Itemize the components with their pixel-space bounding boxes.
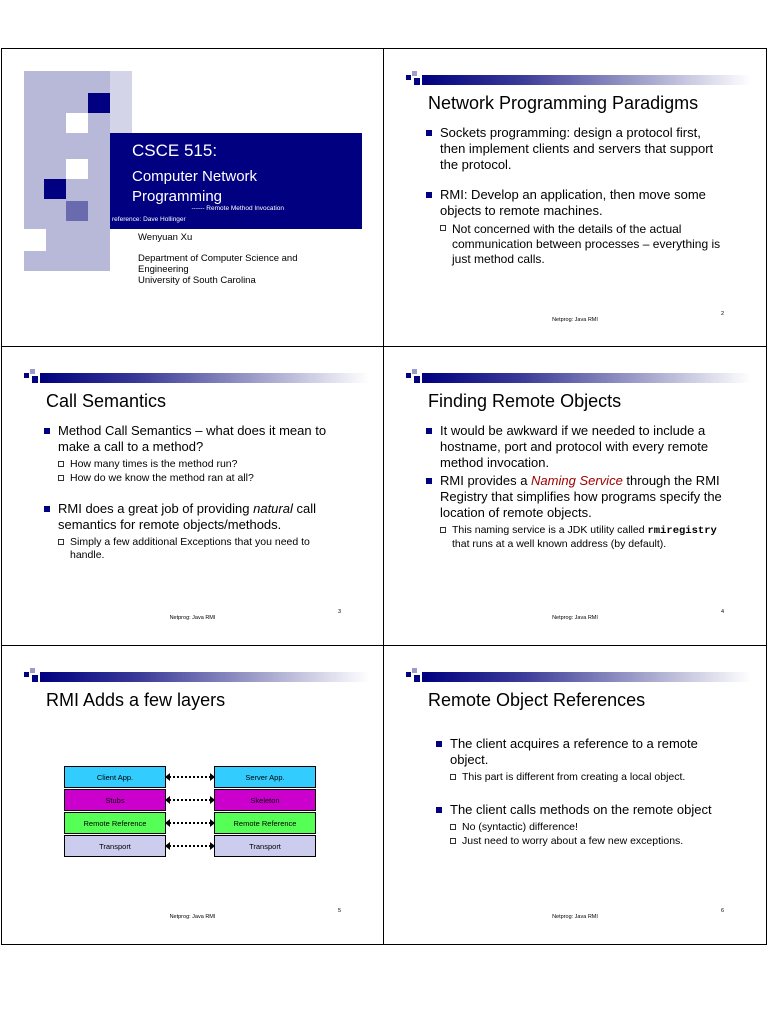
bullet-list <box>424 423 724 557</box>
slide-6 <box>384 646 767 945</box>
bullet: The client acquires a reference to a remote object. This part is different from creating a local object. <box>434 736 724 784</box>
decor-block <box>66 201 88 221</box>
sub-bullet: How do we know the method ran at all? <box>58 472 342 485</box>
slide-title: Call Semantics <box>46 391 167 411</box>
decor-block <box>88 93 110 113</box>
server-app-layer: Server App. <box>214 766 316 788</box>
page-number: 6 <box>720 908 724 914</box>
page-number: 3 <box>337 609 341 615</box>
slide-header-bar <box>406 369 751 383</box>
course-title: CSCE 515: <box>132 141 218 160</box>
course-subtitle: Computer Network Programming <box>132 168 258 205</box>
page-number: 5 <box>337 908 341 914</box>
slide-1 <box>1 48 384 347</box>
bullet: RMI does a great job of providing natural call semantics for remote objects/methods. Simply a few additional Exceptions that you need to handle. <box>42 501 342 562</box>
slide-header-bar <box>406 668 751 682</box>
server-remote-reference-layer: Remote Reference <box>214 812 316 834</box>
sub-bullet: Simply a few additional Exceptions that you need to handle. <box>58 536 342 562</box>
skeleton-layer: Skeleton <box>214 789 316 811</box>
double-arrow-icon <box>169 845 211 848</box>
decor-block <box>110 71 132 133</box>
slide-title: Network Programming Paradigms <box>428 93 699 113</box>
title-box <box>110 133 362 229</box>
page-number: 4 <box>720 609 724 615</box>
stubs-layer: Stubs <box>64 789 166 811</box>
author-name: Wenyuan Xu <box>138 232 193 243</box>
bullet: RMI: Develop an application, then move some objects to remote machines. Not concerned with the details of the actual communication between processes – everything is just method calls. <box>424 187 724 267</box>
server-transport-layer: Transport <box>214 835 316 857</box>
decor-block <box>66 159 88 179</box>
decor-block <box>44 179 66 199</box>
bullet: The client calls methods on the remote object No (syntactic) difference! Just need to worry about a few new exceptions. <box>434 802 724 848</box>
slide-3 <box>1 347 384 646</box>
reference-line: reference: Dave Hollinger <box>112 216 186 223</box>
bullet: Method Call Semantics – what does it mean to make a call to a method? How many times is the method run? How do we know the method ran at all? <box>42 423 342 485</box>
decor-block <box>66 113 88 133</box>
slide-title: RMI Adds a few layers <box>46 690 226 710</box>
page-number: 2 <box>720 311 724 317</box>
slide-footer: Netprog: Java RMI <box>552 914 598 920</box>
bullet-list <box>42 423 342 568</box>
decor-block <box>24 229 46 251</box>
slide-footer: Netprog: Java RMI <box>169 914 216 920</box>
slide-footer: Netprog: Java RMI <box>552 317 598 323</box>
client-transport-layer: Transport <box>64 835 166 857</box>
slide-header-bar <box>406 71 751 85</box>
slide-title: Remote Object References <box>428 690 646 710</box>
slide-header-bar <box>24 668 369 682</box>
handout-sheet <box>1 48 767 945</box>
sub-bullet: Just need to worry about a few new exceptions. <box>450 835 724 848</box>
bullet-list <box>424 125 724 273</box>
client-app-layer: Client App. <box>64 766 166 788</box>
slide-header-bar <box>24 369 369 383</box>
bullet: RMI provides a Naming Service through the RMI Registry that simplifies how programs specify the location of remote objects. This naming service is a JDK utility called rmiregistry that runs at a well known address (by default). <box>424 473 724 551</box>
double-arrow-icon <box>169 776 211 779</box>
slide-5 <box>1 646 384 945</box>
client-remote-reference-layer: Remote Reference <box>64 812 166 834</box>
author-block: Wenyuan Xu Department of Computer Science and Engineering University of South Carolina <box>138 232 298 286</box>
department: Department of Computer Science and <box>138 253 298 264</box>
bullet: It would be awkward if we needed to include a hostname, port and protocol with every remote method invocation. <box>424 423 724 471</box>
sub-bullet: This part is different from creating a local object. <box>450 771 724 784</box>
bullet-list <box>434 736 724 854</box>
double-arrow-icon <box>169 822 211 825</box>
slide-footer: Netprog: Java RMI <box>169 615 216 621</box>
slide-title: Finding Remote Objects <box>428 391 622 411</box>
slide-4 <box>384 347 767 646</box>
double-arrow-icon <box>169 799 211 802</box>
sub-bullet: No (syntactic) difference! <box>450 821 724 834</box>
sub-bullet: This naming service is a JDK utility called rmiregistry that runs at a well known address (by default). <box>440 524 724 551</box>
sub-bullet: How many times is the method run? <box>58 458 342 471</box>
university: University of South Carolina <box>138 275 256 286</box>
slide-2 <box>384 48 767 347</box>
bullet: Sockets programming: design a protocol first, then implement clients and servers that support the protocol. <box>424 125 724 173</box>
slide-footer: Netprog: Java RMI <box>552 615 598 621</box>
sub-bullet: Not concerned with the details of the actual communication between processes – everything is just method calls. <box>440 222 724 267</box>
topic-line: ------ Remote Method Invocation <box>191 205 284 212</box>
